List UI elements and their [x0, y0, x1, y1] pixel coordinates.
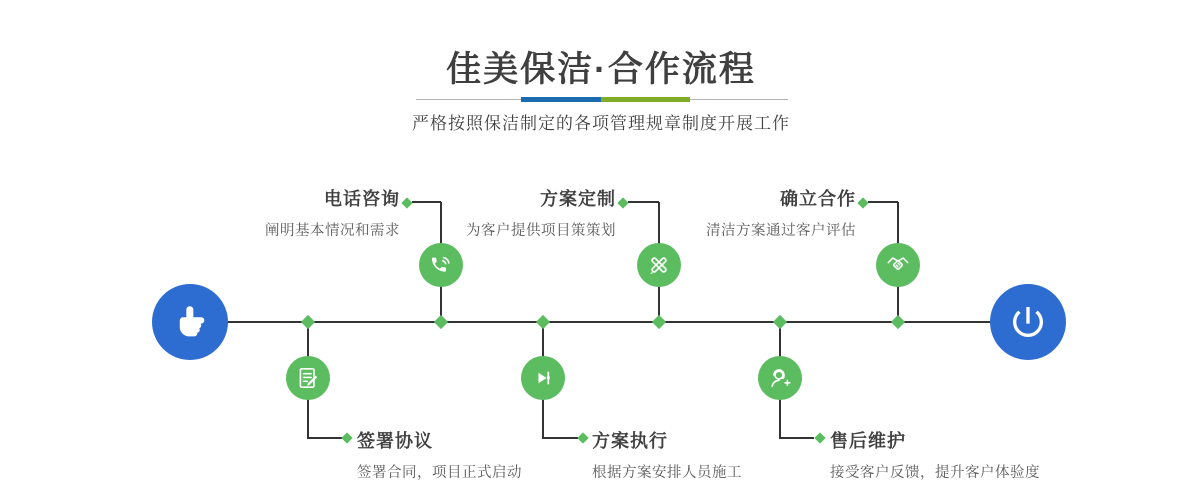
- step-node-handshake: [876, 243, 920, 287]
- label-diamond: [341, 432, 352, 443]
- power-icon: [1008, 302, 1048, 342]
- divider-green-segment: [601, 97, 690, 102]
- step-design: [366, 185, 616, 240]
- timeline-node-diamond: [434, 315, 448, 329]
- step-title: 方案执行: [592, 431, 668, 451]
- step-node-phone: [419, 243, 463, 287]
- step-title: 签署协议: [357, 431, 433, 451]
- step-desc: 接受客户反馈，提升客户体验度: [830, 465, 1040, 481]
- headset-person-icon: [767, 365, 793, 391]
- step-desc: 签署合同，项目正式启动: [357, 465, 522, 481]
- phone-icon: [428, 252, 454, 278]
- page-subtitle: 严格按照保洁制定的各项管理规章制度开展工作: [412, 114, 790, 133]
- timeline-node-diamond: [536, 315, 550, 329]
- timeline-node-diamond: [301, 315, 315, 329]
- step-node-service: [758, 356, 802, 400]
- step-desc: 阐明基本情况和需求: [265, 223, 400, 239]
- step-node-contract: [286, 356, 330, 400]
- step-node-execute: [521, 356, 565, 400]
- label-diamond: [857, 197, 868, 208]
- elbow-contract: [308, 437, 342, 439]
- pointing-hand-icon: [169, 301, 211, 343]
- step-handshake: [606, 185, 856, 240]
- start-node: [152, 284, 228, 360]
- play-slider-icon: [530, 365, 556, 391]
- step-service: [830, 427, 1120, 482]
- pencil-ruler-icon: [646, 252, 672, 278]
- elbow-handshake: [868, 201, 898, 203]
- step-desc: 为客户提供项目策策划: [466, 223, 616, 239]
- step-node-design: [637, 243, 681, 287]
- step-title: 售后维护: [830, 431, 906, 451]
- divider-blue-segment: [521, 97, 601, 102]
- timeline-node-diamond: [891, 315, 905, 329]
- page-title: 佳美保洁·合作流程: [446, 50, 756, 89]
- step-desc: 根据方案安排人员施工: [592, 465, 742, 481]
- step-title: 方案定制: [540, 189, 616, 209]
- handshake-icon: [885, 252, 911, 278]
- step-title: 确立合作: [780, 189, 856, 209]
- timeline-node-diamond: [773, 315, 787, 329]
- timeline-node-diamond: [652, 315, 666, 329]
- step-desc: 清洁方案通过客户评估: [706, 223, 856, 239]
- contract-pen-icon: [295, 365, 321, 391]
- step-phone: [150, 185, 400, 240]
- step-title: 电话咨询: [324, 189, 400, 209]
- end-node: [990, 284, 1066, 360]
